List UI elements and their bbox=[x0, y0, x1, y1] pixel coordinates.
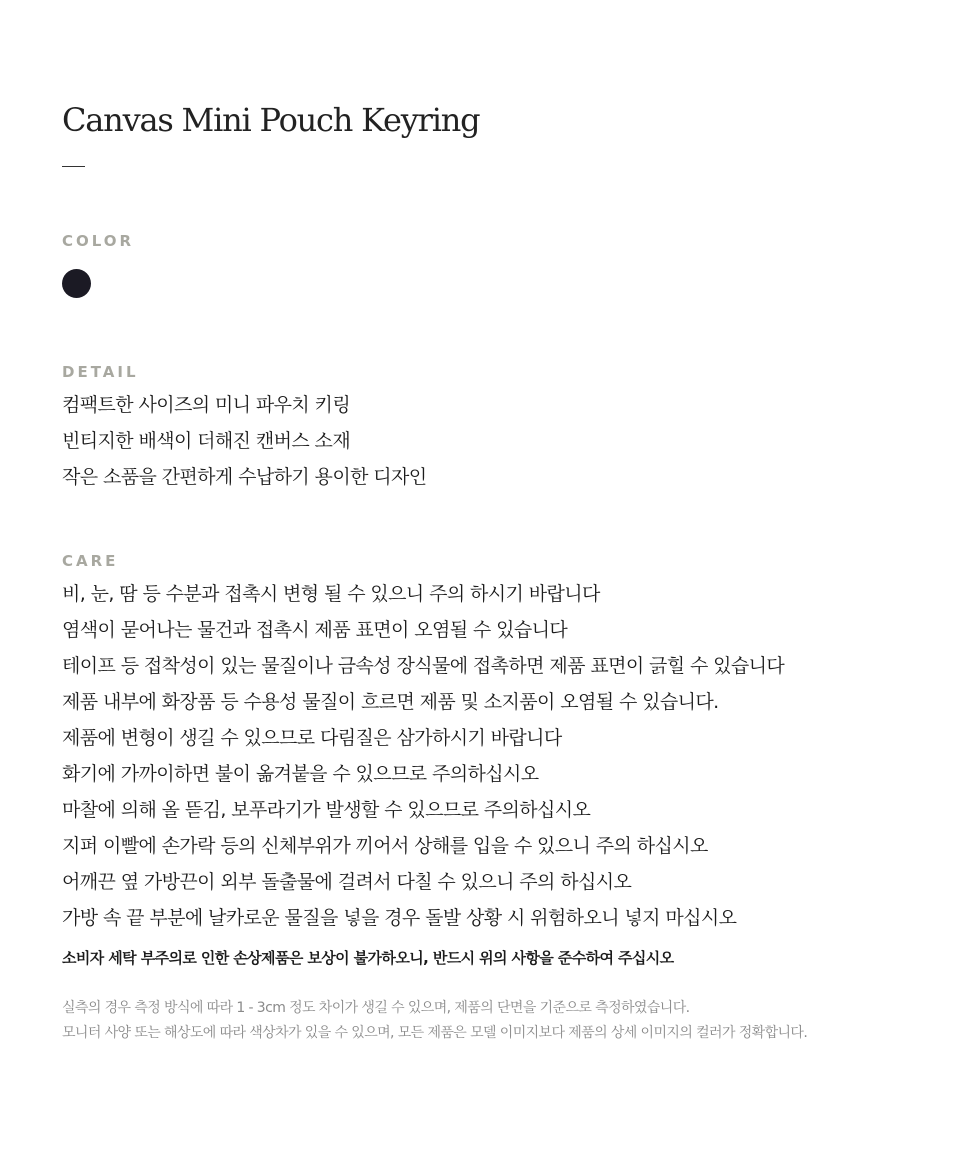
care-section-label: CARE bbox=[62, 552, 119, 570]
care-warning: 소비자 세탁 부주의로 인한 손상제품은 보상이 불가하오니, 반드시 위의 사항을 준수하여 주십시오 bbox=[62, 949, 674, 967]
care-line: 테이프 등 접착성이 있는 물질이나 금속성 장식물에 접촉하면 제품 표면이 긁힐 수 있습니다 bbox=[62, 655, 785, 677]
note-line: 실측의 경우 측정 방식에 따라 1 - 3cm 정도 차이가 생길 수 있으며, 제품의 단면을 기준으로 측정하였습니다. bbox=[62, 1000, 690, 1016]
care-line: 가방 속 끝 부분에 날카로운 물질을 넣을 경우 돌발 상황 시 위험하오니 넣지 마십시오 bbox=[62, 907, 737, 929]
detail-line: 작은 소품을 간편하게 수납하기 용이한 디자인 bbox=[62, 466, 427, 488]
detail-list bbox=[62, 387, 427, 495]
product-title: Canvas Mini Pouch Keyring bbox=[62, 101, 480, 139]
color-section-label: COLOR bbox=[62, 232, 135, 250]
title-divider bbox=[62, 166, 85, 167]
care-line: 화기에 가까이하면 불이 옮겨붙을 수 있으므로 주의하십시오 bbox=[62, 763, 539, 785]
care-line: 제품에 변형이 생길 수 있으므로 다림질은 삼가하시기 바랍니다 bbox=[62, 727, 562, 749]
note-line: 모니터 사양 또는 해상도에 따라 색상차가 있을 수 있으며, 모든 제품은 모델 이미지보다 제품의 상세 이미지의 컬러가 정확합니다. bbox=[62, 1025, 808, 1041]
care-line: 비, 눈, 땀 등 수분과 접촉시 변형 될 수 있으니 주의 하시기 바랍니다 bbox=[62, 583, 600, 605]
notes-list bbox=[62, 996, 807, 1046]
care-line: 염색이 묻어나는 물건과 접촉시 제품 표면이 오염될 수 있습니다 bbox=[62, 619, 568, 641]
care-line: 마찰에 의해 올 뜯김, 보푸라기가 발생할 수 있으므로 주의하십시오 bbox=[62, 799, 591, 821]
care-line: 지퍼 이빨에 손가락 등의 신체부위가 끼어서 상해를 입을 수 있으니 주의 하십시오 bbox=[62, 835, 708, 857]
care-line: 제품 내부에 화장품 등 수용성 물질이 흐르면 제품 및 소지품이 오염될 수 있습니다. bbox=[62, 691, 719, 713]
care-line: 어깨끈 옆 가방끈이 외부 돌출물에 걸려서 다칠 수 있으니 주의 하십시오 bbox=[62, 871, 632, 893]
detail-line: 빈티지한 배색이 더해진 캔버스 소재 bbox=[62, 430, 351, 452]
detail-line: 컴팩트한 사이즈의 미니 파우치 키링 bbox=[62, 394, 351, 416]
color-swatch[interactable] bbox=[62, 269, 91, 298]
detail-section-label: DETAIL bbox=[62, 363, 139, 381]
care-list bbox=[62, 576, 784, 936]
